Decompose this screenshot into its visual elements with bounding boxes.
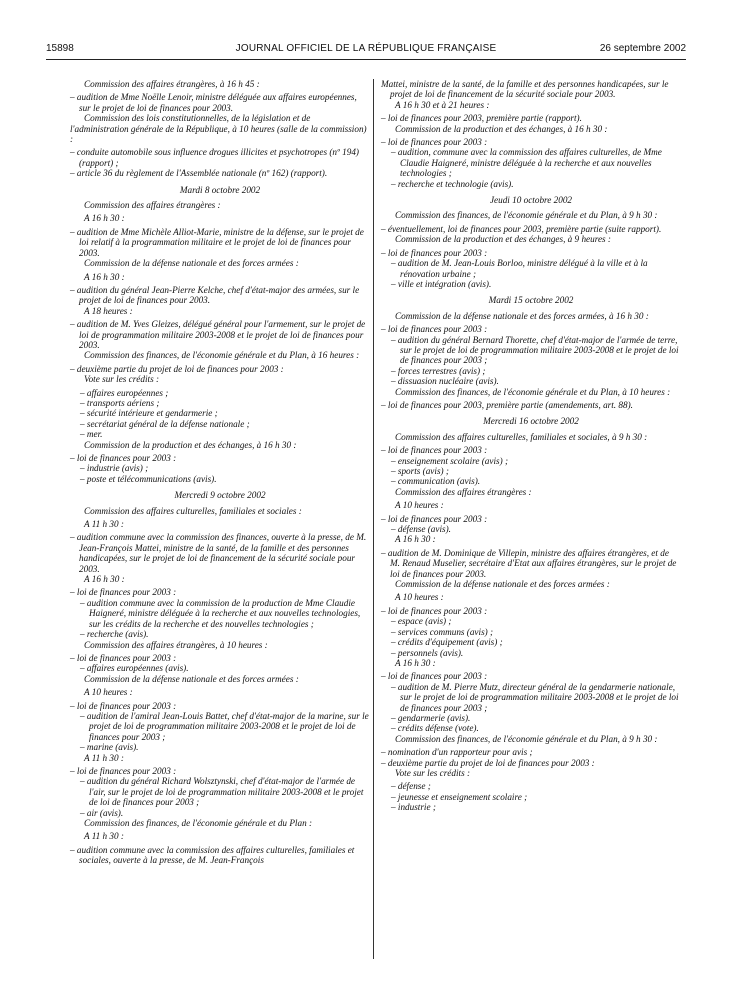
committee-paragraph: Commission des affaires culturelles, familiales et sociales : xyxy=(84,505,302,516)
agenda-subitem: – mer. xyxy=(80,429,103,440)
agenda-subitem: – crédits défense (vote). xyxy=(391,723,479,734)
agenda-item: – loi de finances pour 2003 : xyxy=(381,137,488,148)
committee-paragraph: Commission des finances, de l'économie générale et du Plan, à 16 heures : xyxy=(84,350,360,361)
committee-paragraph: Commission des affaires culturelles, familiales et sociales, à 9 h 30 : xyxy=(395,431,648,442)
agenda-subitem: – communication (avis). xyxy=(391,476,481,487)
committee-paragraph: Commission de la production et des échanges, à 9 heures : xyxy=(395,234,611,245)
date-heading: Mardi 15 octobre 2002 xyxy=(488,295,574,306)
agenda-subitem: – industrie (avis) ; xyxy=(80,463,149,474)
committee-paragraph: A 10 heures : xyxy=(395,500,444,511)
committee-paragraph: Commission des finances, de l'économie générale et du Plan, à 10 heures : xyxy=(395,386,671,397)
agenda-item: – audition de M. Yves Gleizes, délégué général pour l'armement, sur le projet de loi de programmation militaire 2003-2008 et le projet de loi de finances pour 2003. xyxy=(70,319,366,350)
committee-paragraph: Commission des finances, de l'économie générale et du Plan : xyxy=(84,818,313,828)
committee-paragraph: Commission de la défense nationale et des forces armées : xyxy=(84,258,299,269)
committee-paragraph: Vote sur les crédits : xyxy=(84,374,160,385)
header-rule xyxy=(46,59,686,60)
agenda-subitem: – audition, commune avec la commission des affaires culturelles, de Mme Claudie Haigneré, ministre déléguée à la recherche et aux nouvelles technologies ; xyxy=(391,147,662,179)
agenda-subitem: – recherche et technologie (avis). xyxy=(391,178,514,189)
agenda-subitem: – espace (avis) ; xyxy=(391,616,452,627)
agenda-subitem: – industrie ; xyxy=(391,802,436,813)
agenda-item: – loi de finances pour 2003 : xyxy=(70,453,177,463)
committee-paragraph: A 16 h 30 : xyxy=(84,213,125,224)
agenda-subitem: – audition de l'amiral Jean-Louis Battet, chef d'état-major de la marine, sur le projet de loi de programmation militaire 2003-2008 et le projet de loi de finances pour 2003 ; xyxy=(80,710,369,742)
agenda-item: – loi de finances pour 2003 : xyxy=(381,671,488,682)
committee-paragraph: A 11 h 30 : xyxy=(84,752,124,763)
committee-paragraph: Commission de la défense nationale et des forces armées, à 16 h 30 : xyxy=(395,310,649,321)
left-column xyxy=(70,79,370,866)
agenda-item: – loi de finances pour 2003 : xyxy=(381,324,488,335)
committee-paragraph: A 18 heures : xyxy=(84,305,133,316)
committee-paragraph: A 16 h 30 : xyxy=(395,534,436,545)
agenda-subitem: – marine (avis). xyxy=(80,742,139,753)
agenda-subitem: – dissuasion nucléaire (avis). xyxy=(391,376,499,387)
agenda-item: – loi de finances pour 2003 : xyxy=(70,652,177,663)
issue-date: 26 septembre 2002 xyxy=(599,43,686,54)
agenda-item: – loi de finances pour 2003 : xyxy=(70,700,177,711)
committee-paragraph: Commission des affaires étrangères : xyxy=(84,200,221,211)
agenda-item: – loi de finances pour 2003 : xyxy=(70,765,177,776)
agenda-subitem: – transports aériens ; xyxy=(80,397,160,408)
agenda-item: – loi de finances pour 2003 : xyxy=(381,247,488,258)
agenda-item: – éventuellement, loi de finances pour 2003, première partie (suite rapport). xyxy=(381,223,662,234)
agenda-subitem: – services communs (avis) ; xyxy=(391,626,494,637)
agenda-subitem: – enseignement scolaire (avis) ; xyxy=(391,455,509,466)
agenda-item: – audition commune avec la commission des finances, ouverte à la presse, de M. Jean-François Mattei, ministre de la santé, de la famille et des personnes handicapées, sur le projet de loi de financement de la sécurité sociale pour 2003. xyxy=(70,532,367,574)
agenda-item: – loi de finances pour 2003 : xyxy=(381,605,488,616)
agenda-item: – audition de M. Dominique de Villepin, ministre des affaires étrangères, et de M. Renaud Muselier, secrétaire d'Etat aux affaires étrangères, sur le projet de loi de finances pour 2003. xyxy=(381,547,677,579)
right-column xyxy=(381,79,681,813)
agenda-item: – loi de finances pour 2003 : xyxy=(381,513,488,524)
date-heading: Jeudi 10 octobre 2002 xyxy=(489,195,573,206)
committee-paragraph: Commission de la production et des échanges, à 16 h 30 : xyxy=(395,123,608,134)
agenda-subitem: – sports (avis) ; xyxy=(391,466,449,476)
committee-paragraph: Commission de la production et des échanges, à 16 h 30 : xyxy=(84,439,297,450)
agenda-subitem: – audition du général Bernard Thorette, chef d'état-major de l'armée de terre, sur le projet de loi de programmation militaire 2003-2008 et le projet de loi de finances pour 2003 ; xyxy=(391,334,679,366)
agenda-item: – deuxième partie du projet de loi de finances pour 2003 : xyxy=(381,757,595,768)
committee-paragraph: Commission de la défense nationale et des forces armées : xyxy=(84,673,299,684)
date-heading: Mercredi 16 octobre 2002 xyxy=(483,416,579,427)
agenda-item: – nomination d'un rapporteur pour avis ; xyxy=(381,747,533,758)
committee-paragraph: A 10 heures : xyxy=(395,592,444,603)
agenda-subitem: – sécurité intérieure et gendarmerie ; xyxy=(80,408,218,419)
date-heading: Mardi 8 octobre 2002 xyxy=(179,184,261,195)
agenda-item: – audition commune avec la commission des affaires culturelles, familiales et sociales, ouverte à la presse, de M. Jean-François xyxy=(70,844,355,866)
agenda-subitem: – ville et intégration (avis). xyxy=(391,278,492,289)
journal-title: JOURNAL OFFICIEL DE LA RÉPUBLIQUE FRANÇAISE xyxy=(235,43,497,54)
agenda-subitem: – gendarmerie (avis). xyxy=(391,712,471,723)
agenda-subitem: – secrétariat général de la défense nationale ; xyxy=(80,418,250,429)
page-number: 15898 xyxy=(46,43,74,54)
committee-paragraph: Vote sur les crédits : xyxy=(395,767,471,778)
agenda-subitem: – défense (avis). xyxy=(391,524,451,535)
agenda-subitem: – air (avis). xyxy=(80,807,124,818)
agenda-subitem: – recherche (avis). xyxy=(80,629,149,640)
agenda-subitem: – forces terrestres (avis) ; xyxy=(391,365,486,376)
committee-paragraph: Commission des finances, de l'économie générale et du Plan, à 9 h 30 : xyxy=(395,733,658,744)
agenda-item: – audition de Mme Michèle Alliot-Marie, ministre de la défense, sur le projet de loi relatif à la programmation militaire et le projet de loi de finances pour 2003. xyxy=(70,226,364,258)
agenda-subitem: – audition du général Richard Wolsztynski, chef d'état-major de l'armée de l'air, sur le projet de loi de programmation militaire 2003-2008 et le projet de loi de finances pour 2003 ; xyxy=(80,776,364,808)
committee-paragraph: Commission des affaires étrangères, à 10 heures : xyxy=(84,639,268,650)
agenda-subitem: – audition de M. Jean-Louis Borloo, ministre délégué à la ville et à la rénovation urbaine ; xyxy=(391,258,648,279)
agenda-item: – conduite automobile sous influence drogues illicites et psychotropes (nº 194) (rapport) ; xyxy=(70,147,359,168)
agenda-subitem: – personnels (avis). xyxy=(391,647,464,658)
agenda-item: – loi de finances pour 2003, première partie (amendements, art. 88). xyxy=(381,399,633,410)
committee-paragraph: A 10 heures : xyxy=(84,687,133,698)
committee-paragraph: Commission des affaires étrangères, à 16 h 45 : xyxy=(84,79,260,89)
agenda-item: – article 36 du règlement de l'Assemblée nationale (nº 162) (rapport). xyxy=(70,168,328,179)
agenda-item: – audition de Mme Noëlle Lenoir, ministre déléguée aux affaires européennes, sur le projet de loi de finances pour 2003. xyxy=(70,92,357,113)
agenda-subitem: – crédits d'équipement (avis) ; xyxy=(391,637,503,648)
agenda-subitem: – audition de M. Pierre Mutz, directeur général de la gendarmerie nationale, sur le projet de loi de programmation militaire 2003-2008 et le projet de loi de finances pour 2003 ; xyxy=(391,681,679,713)
agenda-item: – loi de finances pour 2003 : xyxy=(381,445,488,456)
committee-paragraph: Commission des lois constitutionnelles, de la législation et de l'administration générale de la République, à 10 heures (salle de la commission) : xyxy=(70,113,367,145)
agenda-item: – deuxième partie du projet de loi de finances pour 2003 : xyxy=(70,363,284,374)
column-divider xyxy=(373,79,374,959)
agenda-item: – loi de finances pour 2003, première partie (rapport). xyxy=(381,113,582,124)
agenda-subitem: – affaires européennes ; xyxy=(80,387,169,398)
agenda-item: – audition du général Jean-Pierre Kelche, chef d'état-major des armées, sur le projet de loi de finances pour 2003. xyxy=(70,284,360,306)
agenda-item: Mattei, ministre de la santé, de la famille et des personnes handicapées, sur le projet de loi de financement de la sécurité sociale pour 2003. xyxy=(381,79,669,100)
committee-paragraph: A 11 h 30 : xyxy=(84,519,124,530)
committee-paragraph: Commission de la défense nationale et des forces armées : xyxy=(395,579,610,590)
committee-paragraph: A 16 h 30 et à 21 heures : xyxy=(395,99,490,110)
date-heading: Mercredi 9 octobre 2002 xyxy=(174,490,266,501)
agenda-subitem: – poste et télécommunications (avis). xyxy=(80,473,217,484)
agenda-subitem: – affaires européennes (avis). xyxy=(80,663,189,674)
agenda-item: – loi de finances pour 2003 : xyxy=(70,587,177,598)
committee-paragraph: A 11 h 30 : xyxy=(84,831,124,842)
agenda-subitem: – défense ; xyxy=(391,781,431,792)
agenda-subitem: – jeunesse et enseignement scolaire ; xyxy=(391,791,528,802)
page-header xyxy=(46,43,686,59)
committee-paragraph: A 16 h 30 : xyxy=(84,574,125,585)
agenda-subitem: – audition commune avec la commission de la production de Mme Claudie Haigneré, ministre déléguée à la recherche et aux nouvelles technologies, sur les crédits de la recherche et des nouvelles technologies ; xyxy=(80,597,361,629)
committee-paragraph: A 16 h 30 : xyxy=(84,271,125,282)
committee-paragraph: A 16 h 30 : xyxy=(395,657,436,668)
committee-paragraph: Commission des finances, de l'économie générale et du Plan, à 9 h 30 : xyxy=(395,210,658,221)
committee-paragraph: Commission des affaires étrangères : xyxy=(395,486,532,497)
